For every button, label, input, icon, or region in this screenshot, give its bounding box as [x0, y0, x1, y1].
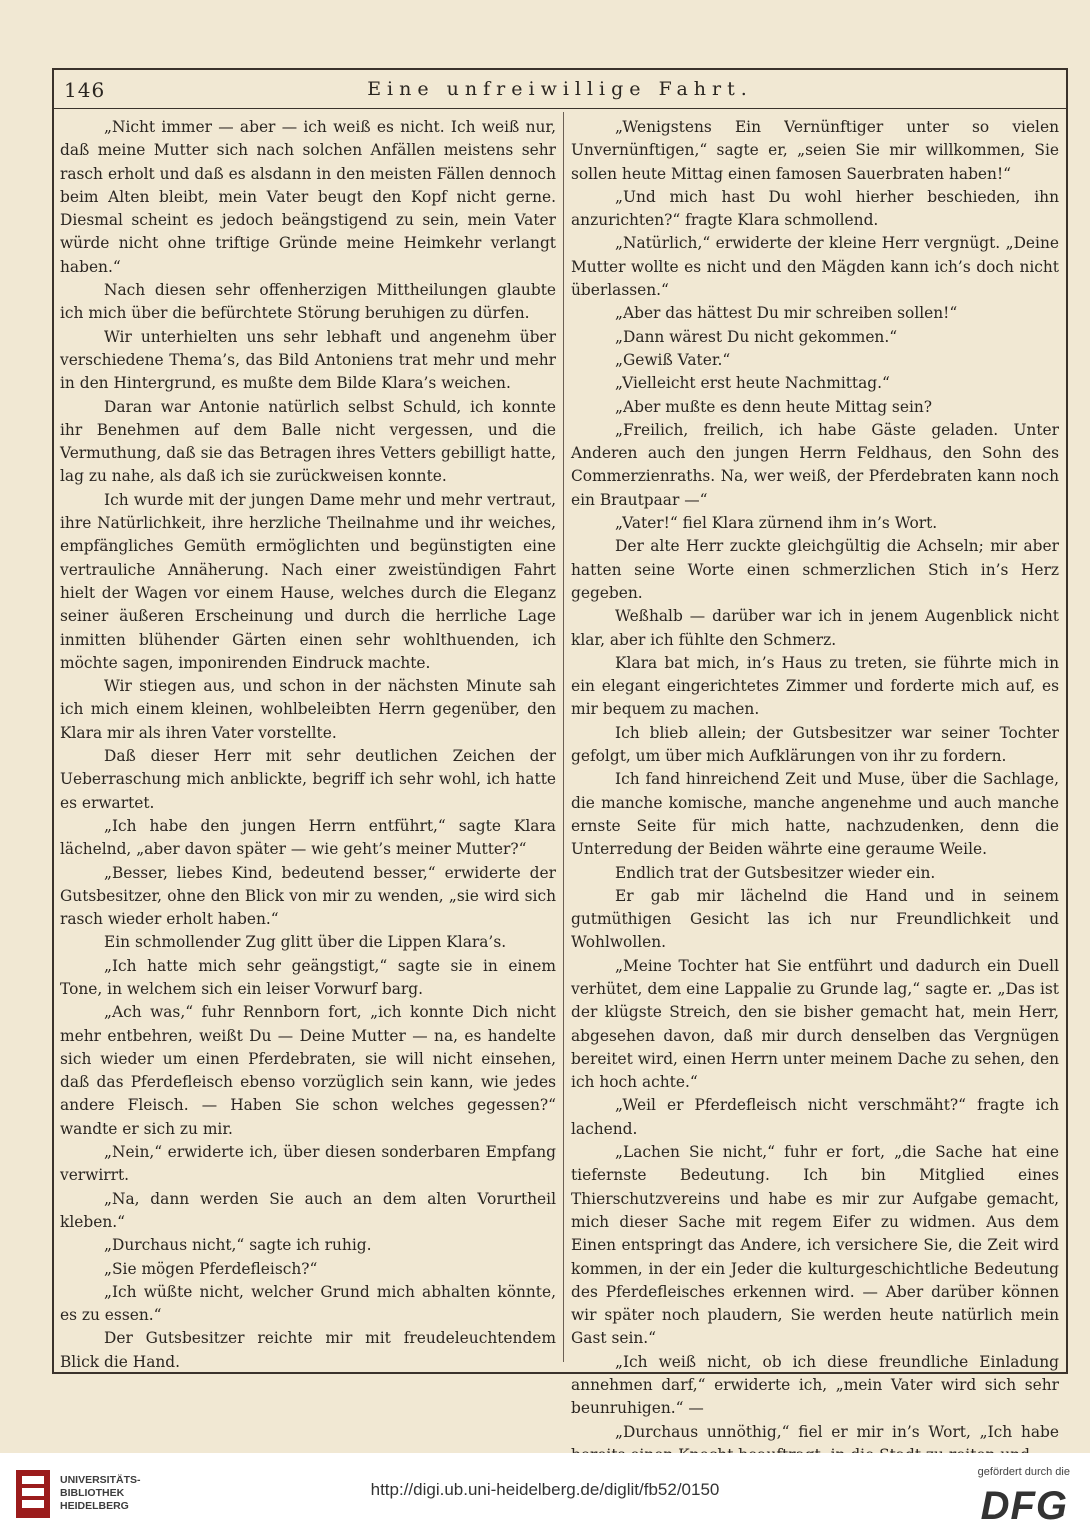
paragraph: „Nicht immer — aber — ich weiß es nicht. Ich weiß nur, daß meine Mutter sich nach solchen Anfällen meistens sehr rasch erholt und daß es alsdann in den meisten Fällen dennoch beim Alten bleibt, mein Vater beugt den Kopf nicht gerne. Diesmal scheint es jedoch beängstigend zu sein, mein Vater würde nicht ohne triftige Gründe meine Heimkehr verlangt haben.“	[60, 118, 556, 276]
dfg-logo[interactable]: DFG	[980, 1484, 1068, 1528]
paragraph: „Ich hatte mich sehr geängstigt,“ sagte sie in einem Tone, in welchem sich ein leiser Vorwurf barg.	[60, 956, 556, 998]
left-column	[60, 116, 556, 1374]
paragraph: „Gewiß Vater.“	[615, 350, 731, 369]
paragraph: „Sie mögen Pferdefleisch?“	[104, 1259, 318, 1278]
frame-left-rule	[52, 68, 54, 1374]
paragraph: Ich blieb allein; der Gutsbesitzer war seiner Tochter gefolgt, um über mich Aufklärungen von ihr zu fordern.	[571, 723, 1059, 766]
paragraph: „Durchaus nicht,“ sagte ich ruhig.	[104, 1236, 372, 1255]
library-line: HEIDELBERG	[60, 1500, 129, 1512]
paragraph: Der alte Herr zuckte gleichgültig die Achseln; mir aber hatten seine Worte einen schmerzlichen Stich in’s Herz gegeben.	[571, 537, 1059, 602]
paragraph: Ein schmollender Zug glitt über die Lippen Klara’s.	[104, 933, 507, 952]
paragraph: „Ich weiß nicht, ob ich diese freundliche Einladung annehmen darf,“ erwiderte ich, „mein Vater wird sich sehr beunruhigen.“ —	[571, 1352, 1059, 1418]
paragraph: „Meine Tochter hat Sie entführt und dadurch ein Duell verhütet, dem eine Lappalie zu Grunde lag,“ sagte er. „Das ist der klügste Streich, den sie bisher gemacht hat, mein Herr, abgesehen davon, daß mir durch denselben das Vergnügen bereitet wird, einen Herrn unter meinem Dache zu sehen, den ich hoch achte.“	[571, 956, 1059, 1092]
permalink-url[interactable]: http://digi.ub.uni-heidelberg.de/diglit/fb52/0150	[370, 1480, 720, 1499]
paragraph: Wir unterhielten uns sehr lebhaft und angenehm über verschiedene Thema’s, das Bild Antoniens trat mehr und mehr in den Hintergrund, es mußte dem Bilde Klara’s weichen.	[60, 327, 556, 393]
paragraph: Ich fand hinreichend Zeit und Muse, über die Sachlage, die manche komische, manche angenehme und auch manche ernste Seite für mich hatte, nachzudenken, denn die Unterredung der Beiden währte eine geraume Weile.	[571, 770, 1059, 859]
paragraph: Daran war Antonie natürlich selbst Schuld, ich konnte ihr Benehmen auf dem Balle nicht vergessen, und die Vermuthung, daß sie das Betragen ihres Vetters gebilligt hatte, lag zu nahe, als daß ich sie zurückweisen konnte.	[60, 397, 556, 486]
paragraph: Nach diesen sehr offenherzigen Mittheilungen glaubte ich mich über die befürchtete Störung beruhigen zu dürfen.	[60, 281, 556, 323]
paragraph: „Freilich, freilich, ich habe Gäste geladen. Unter Anderen auch den jungen Herrn Feldhaus, den Sohn des Commerzienraths. Na, wer weiß, der Pferdebraten kann noch ein Brautpaar —“	[571, 420, 1059, 509]
page-number: 146	[64, 78, 106, 102]
frame-top-rule	[52, 68, 1068, 70]
paragraph: „Na, dann werden Sie auch an dem alten Vorurtheil kleben.“	[60, 1189, 556, 1231]
running-title: Eine unfreiwillige Fahrt.	[367, 78, 753, 100]
column-divider	[563, 112, 564, 1362]
library-line: BIBLIOTHEK	[60, 1487, 125, 1499]
paragraph: „Vater!“ fiel Klara zürnend ihm in’s Wort.	[615, 514, 938, 533]
paragraph: „Dann wärest Du nicht gekommen.“	[615, 327, 898, 346]
paragraph: „Ach was,“ fuhr Rennborn fort, „ich konnte Dich nicht mehr entbehren, weißt Du — Deine Mutter — na, es handelte sich wieder um einen Pferdebraten, sie will nicht einsehen, daß das Pferdefleisch ebenso vorzüglich sein kann, wie jedes andere Fleisch. — Haben Sie schon welches gegessen?“ wandte er sich zu mir.	[60, 1003, 556, 1138]
paragraph: Weßhalb — darüber war ich in jenem Augenblick nicht klar, aber ich fühlte den Schmerz.	[571, 607, 1059, 649]
paragraph: Klara bat mich, in’s Haus zu treten, sie führte mich in ein elegant eingerichtetes Zimmer und forderte mich auf, es mir bequem zu machen.	[571, 653, 1059, 719]
paragraph: Ich wurde mit der jungen Dame mehr und mehr vertraut, ihre Natürlichkeit, ihre herzliche Theilnahme und ihr weiches, empfängliches Gemüth ermöglichten und begünstigten eine vertrauliche Annäherung. Nach einer zweistündigen Fahrt hielt der Wagen vor einem Hause, welches durch die Eleganz seiner äußeren Erscheinung und durch die herrliche Lage inmitten blühender Gärten einen sehr wohlthuenden, ich möchte sagen, imponirenden Eindruck machte.	[60, 490, 556, 672]
library-line: UNIVERSITÄTS-	[60, 1474, 141, 1486]
frame-top-rule-thin	[52, 108, 1068, 109]
paragraph: Endlich trat der Gutsbesitzer wieder ein.	[615, 863, 936, 882]
paragraph: Der Gutsbesitzer reichte mir mit freudeleuchtendem Blick die Hand.	[60, 1329, 556, 1371]
paragraph: Wir stiegen aus, und schon in der nächsten Minute sah ich mich einem kleinen, wohlbeleibten Herrn gegenüber, den Klara mir als ihren Vater vorstellte.	[60, 677, 556, 742]
paragraph: „Natürlich,“ erwiderte der kleine Herr vergnügt. „Deine Mutter wollte es nicht und den Mägden kann ich’s doch nicht überlassen.“	[571, 234, 1059, 300]
paragraph: „Durchaus unnöthig,“ fiel er mir in’s Wort, „Ich habe	[615, 1422, 1059, 1441]
paragraph: Daß dieser Herr mit sehr deutlichen Zeichen der Ueberraschung mich anblickte, begriff ich sehr wohl, ich hatte es erwartet.	[60, 747, 556, 812]
paragraph: Er gab mir lächelnd die Hand und in seinem gutmüthigen Gesicht las ich nur Freundlichkeit und Wohlwollen.	[571, 886, 1059, 952]
funding-note: gefördert durch die	[977, 1466, 1070, 1478]
paragraph: „Vielleicht erst heute Nachmittag.“	[615, 374, 890, 393]
paragraph: „Wenigstens Ein Vernünftiger unter so vielen Unvernünftigen,“ sagte er, „seien Sie mir willkommen, Sie sollen heute Mittag einen famosen Sauerbraten haben!“	[571, 118, 1059, 183]
page-header	[60, 78, 1060, 104]
paragraph: „Aber mußte es denn heute Mittag sein?	[615, 397, 933, 416]
paragraph: „Und mich hast Du wohl hierher beschieden, ihn anzurichten?“ fragte Klara schmollend.	[571, 187, 1059, 230]
right-column	[571, 116, 1059, 1467]
paragraph: „Nein,“ erwiderte ich, über diesen sonderbaren Empfang verwirrt.	[60, 1143, 556, 1185]
paragraph: „Lachen Sie nicht,“ fuhr er fort, „die Sache hat eine tiefernste Bedeutung. Ich bin Mitglied eines Thierschutzvereins und habe es mir zur Aufgabe gemacht, mich dieser Sache mit regem Eifer zu widmen. Aus dem Einen entspringt das Andere, ich versichere Sie, die Zeit wird kommen, in der ein Jeder die kulturgeschichtliche Bedeutung des Pferdefleisches erkennen wird. — Aber darüber können wir später noch plaudern, Sie werden heute natürlich mein Gast sein.“	[571, 1143, 1059, 1348]
paragraph: „Aber das hättest Du mir schreiben sollen!“	[615, 304, 958, 323]
paragraph: „Ich habe den jungen Herrn entführt,“ sagte Klara lächelnd, „aber davon später — wie geht’s meiner Mutter?“	[60, 816, 556, 859]
frame-right-rule	[1066, 68, 1068, 1374]
paragraph: „Weil er Pferdefleisch nicht verschmäht?“ fragte ich lachend.	[571, 1096, 1059, 1138]
paragraph: „Besser, liebes Kind, bedeutend besser,“ erwiderte der Gutsbesitzer, ohne den Blick von mir zu wenden, „sie wird sich rasch wieder erholt haben.“	[60, 863, 556, 929]
paragraph: „Ich wüßte nicht, welcher Grund mich abhalten könnte, es zu essen.“	[60, 1282, 556, 1325]
